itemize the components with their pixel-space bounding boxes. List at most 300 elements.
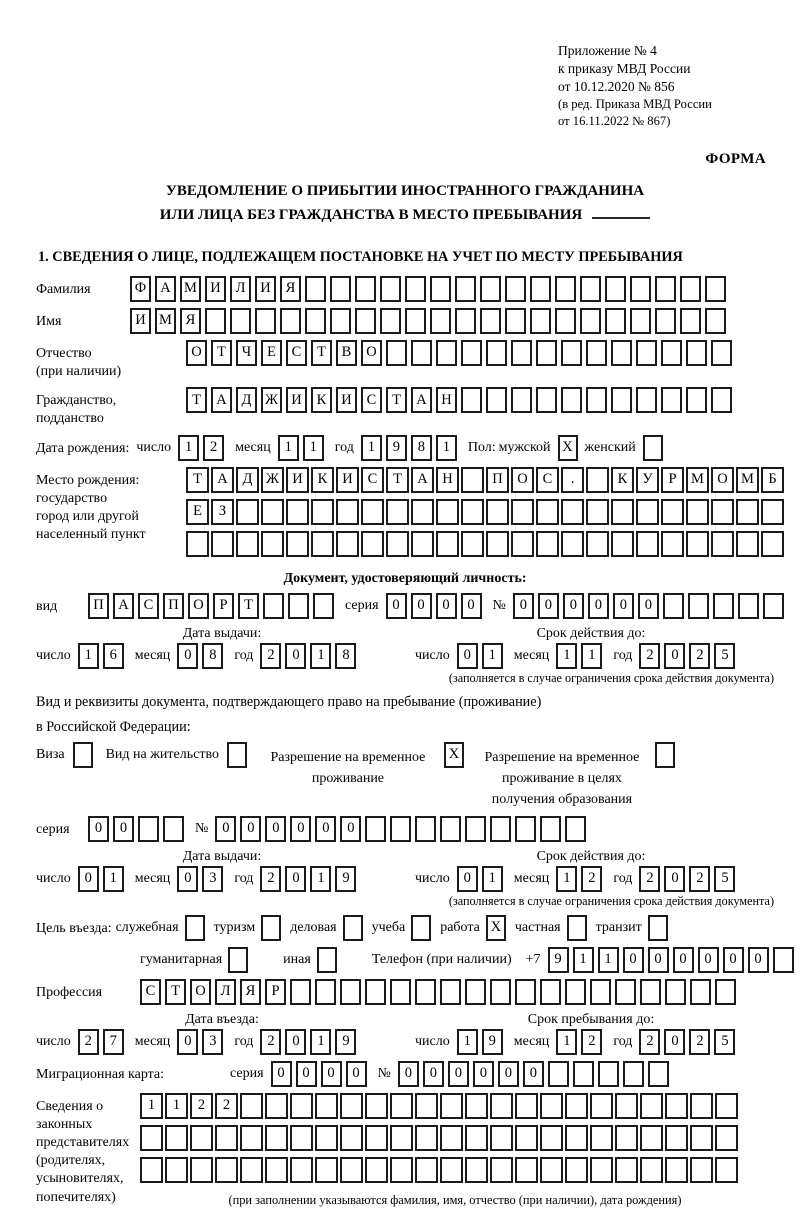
char-cell[interactable]: М <box>155 308 176 334</box>
char-cell[interactable]: 0 <box>473 1061 494 1087</box>
char-cell[interactable] <box>315 1093 338 1119</box>
char-cell[interactable]: 1 <box>303 435 324 461</box>
char-cell[interactable] <box>536 531 559 557</box>
char-cell[interactable] <box>380 276 401 302</box>
char-cell[interactable]: 5 <box>714 643 735 669</box>
char-cell[interactable]: О <box>188 593 209 619</box>
char-cell[interactable]: 2 <box>689 1029 710 1055</box>
char-cell[interactable]: 0 <box>290 816 311 842</box>
char-cell[interactable]: 9 <box>335 866 356 892</box>
char-cell[interactable]: 2 <box>260 643 281 669</box>
char-cell[interactable] <box>415 1125 438 1151</box>
char-cell[interactable] <box>140 1157 163 1183</box>
char-cell[interactable] <box>138 816 159 842</box>
char-cell[interactable] <box>590 1157 613 1183</box>
purpose-tourism-checkbox[interactable] <box>261 915 281 941</box>
char-cell[interactable]: 0 <box>177 643 198 669</box>
char-cell[interactable]: Р <box>213 593 234 619</box>
char-cell[interactable]: 0 <box>177 1029 198 1055</box>
char-cell[interactable] <box>555 276 576 302</box>
char-cell[interactable]: 3 <box>202 1029 223 1055</box>
char-cell[interactable]: Л <box>215 979 236 1005</box>
char-cell[interactable] <box>665 1093 688 1119</box>
char-cell[interactable] <box>586 340 607 366</box>
char-cell[interactable]: Т <box>211 340 232 366</box>
char-cell[interactable]: 1 <box>573 947 594 973</box>
char-cell[interactable] <box>340 1093 363 1119</box>
char-cell[interactable]: К <box>611 467 634 493</box>
char-cell[interactable]: . <box>561 467 584 493</box>
char-cell[interactable] <box>311 531 334 557</box>
char-cell[interactable] <box>305 308 326 334</box>
char-cell[interactable]: 1 <box>598 947 619 973</box>
char-cell[interactable] <box>330 308 351 334</box>
char-cell[interactable] <box>436 499 459 525</box>
char-cell[interactable]: 1 <box>556 1029 577 1055</box>
char-cell[interactable] <box>661 387 682 413</box>
char-cell[interactable] <box>711 387 732 413</box>
char-cell[interactable]: О <box>511 467 534 493</box>
char-cell[interactable]: О <box>190 979 211 1005</box>
char-cell[interactable] <box>461 467 484 493</box>
char-cell[interactable] <box>565 1157 588 1183</box>
char-cell[interactable]: С <box>138 593 159 619</box>
char-cell[interactable] <box>561 387 582 413</box>
char-cell[interactable] <box>515 816 536 842</box>
temp-residence-checkbox[interactable]: X <box>444 742 464 768</box>
char-cell[interactable] <box>505 308 526 334</box>
char-cell[interactable] <box>265 1157 288 1183</box>
char-cell[interactable]: 8 <box>335 643 356 669</box>
char-cell[interactable]: И <box>336 387 357 413</box>
char-cell[interactable]: 2 <box>190 1093 213 1119</box>
char-cell[interactable]: С <box>536 467 559 493</box>
char-cell[interactable] <box>386 499 409 525</box>
char-cell[interactable]: 0 <box>78 866 99 892</box>
char-cell[interactable]: 5 <box>714 866 735 892</box>
char-cell[interactable] <box>561 340 582 366</box>
char-cell[interactable] <box>540 1157 563 1183</box>
residence-permit-checkbox[interactable] <box>227 742 247 768</box>
char-cell[interactable]: 1 <box>457 1029 478 1055</box>
char-cell[interactable] <box>555 308 576 334</box>
char-cell[interactable] <box>465 1093 488 1119</box>
char-cell[interactable] <box>390 1157 413 1183</box>
char-cell[interactable] <box>430 276 451 302</box>
char-cell[interactable] <box>686 340 707 366</box>
char-cell[interactable] <box>440 979 461 1005</box>
char-cell[interactable] <box>365 1157 388 1183</box>
char-cell[interactable]: 2 <box>689 866 710 892</box>
char-cell[interactable] <box>411 531 434 557</box>
char-cell[interactable]: Е <box>186 499 209 525</box>
char-cell[interactable] <box>261 499 284 525</box>
char-cell[interactable]: 0 <box>664 643 685 669</box>
char-cell[interactable] <box>290 1125 313 1151</box>
char-cell[interactable] <box>711 499 734 525</box>
char-cell[interactable]: 2 <box>639 643 660 669</box>
char-cell[interactable]: 7 <box>103 1029 124 1055</box>
char-cell[interactable]: 2 <box>581 1029 602 1055</box>
char-cell[interactable]: А <box>411 387 432 413</box>
char-cell[interactable] <box>165 1157 188 1183</box>
char-cell[interactable] <box>636 340 657 366</box>
char-cell[interactable] <box>690 1157 713 1183</box>
char-cell[interactable] <box>761 531 784 557</box>
char-cell[interactable] <box>511 387 532 413</box>
char-cell[interactable] <box>236 531 259 557</box>
char-cell[interactable] <box>440 1093 463 1119</box>
char-cell[interactable] <box>230 308 251 334</box>
char-cell[interactable]: 0 <box>613 593 634 619</box>
char-cell[interactable] <box>761 499 784 525</box>
char-cell[interactable] <box>386 340 407 366</box>
char-cell[interactable]: Т <box>186 467 209 493</box>
char-cell[interactable] <box>688 593 709 619</box>
char-cell[interactable] <box>480 308 501 334</box>
char-cell[interactable] <box>611 531 634 557</box>
char-cell[interactable] <box>436 340 457 366</box>
char-cell[interactable] <box>361 499 384 525</box>
char-cell[interactable] <box>705 276 726 302</box>
char-cell[interactable]: 1 <box>178 435 199 461</box>
char-cell[interactable]: 5 <box>714 1029 735 1055</box>
char-cell[interactable] <box>290 979 311 1005</box>
char-cell[interactable] <box>415 979 436 1005</box>
visa-checkbox[interactable] <box>73 742 93 768</box>
char-cell[interactable] <box>305 276 326 302</box>
char-cell[interactable] <box>280 308 301 334</box>
char-cell[interactable]: Т <box>165 979 186 1005</box>
char-cell[interactable]: Е <box>261 340 282 366</box>
char-cell[interactable] <box>511 340 532 366</box>
char-cell[interactable] <box>486 387 507 413</box>
char-cell[interactable]: С <box>140 979 161 1005</box>
char-cell[interactable]: К <box>311 467 334 493</box>
char-cell[interactable] <box>686 499 709 525</box>
char-cell[interactable]: 0 <box>648 947 669 973</box>
char-cell[interactable] <box>236 499 259 525</box>
char-cell[interactable] <box>286 499 309 525</box>
char-cell[interactable] <box>186 531 209 557</box>
char-cell[interactable]: 9 <box>386 435 407 461</box>
char-cell[interactable] <box>773 947 794 973</box>
char-cell[interactable]: 0 <box>423 1061 444 1087</box>
char-cell[interactable]: 0 <box>386 593 407 619</box>
char-cell[interactable]: З <box>211 499 234 525</box>
char-cell[interactable] <box>640 1093 663 1119</box>
char-cell[interactable]: 9 <box>335 1029 356 1055</box>
char-cell[interactable] <box>586 531 609 557</box>
char-cell[interactable] <box>465 1157 488 1183</box>
char-cell[interactable] <box>165 1125 188 1151</box>
char-cell[interactable] <box>455 276 476 302</box>
char-cell[interactable] <box>390 816 411 842</box>
char-cell[interactable] <box>461 387 482 413</box>
char-cell[interactable] <box>711 340 732 366</box>
char-cell[interactable] <box>405 308 426 334</box>
char-cell[interactable] <box>536 499 559 525</box>
char-cell[interactable] <box>611 387 632 413</box>
purpose-work-checkbox[interactable]: X <box>486 915 506 941</box>
char-cell[interactable] <box>486 531 509 557</box>
purpose-private-checkbox[interactable] <box>567 915 587 941</box>
char-cell[interactable] <box>636 387 657 413</box>
char-cell[interactable]: 0 <box>411 593 432 619</box>
char-cell[interactable]: Я <box>280 276 301 302</box>
char-cell[interactable] <box>640 979 661 1005</box>
char-cell[interactable]: 2 <box>260 866 281 892</box>
char-cell[interactable] <box>290 1093 313 1119</box>
char-cell[interactable] <box>365 816 386 842</box>
char-cell[interactable] <box>205 308 226 334</box>
char-cell[interactable] <box>511 531 534 557</box>
char-cell[interactable] <box>705 308 726 334</box>
char-cell[interactable]: 0 <box>285 643 306 669</box>
char-cell[interactable]: И <box>255 276 276 302</box>
char-cell[interactable] <box>340 1125 363 1151</box>
char-cell[interactable] <box>561 499 584 525</box>
char-cell[interactable] <box>736 531 759 557</box>
char-cell[interactable] <box>590 1093 613 1119</box>
char-cell[interactable] <box>361 531 384 557</box>
char-cell[interactable]: 0 <box>673 947 694 973</box>
char-cell[interactable] <box>636 499 659 525</box>
char-cell[interactable]: 1 <box>482 643 503 669</box>
char-cell[interactable]: 0 <box>285 866 306 892</box>
char-cell[interactable] <box>313 593 334 619</box>
char-cell[interactable] <box>515 979 536 1005</box>
char-cell[interactable]: 0 <box>698 947 719 973</box>
char-cell[interactable] <box>315 979 336 1005</box>
char-cell[interactable]: 0 <box>88 816 109 842</box>
char-cell[interactable] <box>240 1157 263 1183</box>
char-cell[interactable] <box>411 499 434 525</box>
char-cell[interactable]: А <box>211 387 232 413</box>
char-cell[interactable]: 0 <box>240 816 261 842</box>
char-cell[interactable] <box>763 593 784 619</box>
char-cell[interactable]: 8 <box>202 643 223 669</box>
char-cell[interactable]: Ч <box>236 340 257 366</box>
char-cell[interactable]: 1 <box>103 866 124 892</box>
char-cell[interactable] <box>215 1157 238 1183</box>
char-cell[interactable] <box>415 1093 438 1119</box>
char-cell[interactable]: 0 <box>398 1061 419 1087</box>
char-cell[interactable]: Д <box>236 387 257 413</box>
char-cell[interactable]: 0 <box>664 1029 685 1055</box>
char-cell[interactable] <box>336 499 359 525</box>
char-cell[interactable] <box>680 308 701 334</box>
char-cell[interactable] <box>648 1061 669 1087</box>
char-cell[interactable] <box>330 276 351 302</box>
char-cell[interactable]: Я <box>240 979 261 1005</box>
char-cell[interactable] <box>490 979 511 1005</box>
char-cell[interactable] <box>715 1093 738 1119</box>
char-cell[interactable]: Ж <box>261 387 282 413</box>
char-cell[interactable] <box>461 340 482 366</box>
char-cell[interactable]: 0 <box>296 1061 317 1087</box>
char-cell[interactable] <box>690 979 711 1005</box>
char-cell[interactable] <box>615 1157 638 1183</box>
char-cell[interactable] <box>365 979 386 1005</box>
char-cell[interactable] <box>711 531 734 557</box>
char-cell[interactable] <box>615 979 636 1005</box>
char-cell[interactable] <box>515 1125 538 1151</box>
char-cell[interactable]: 2 <box>689 643 710 669</box>
char-cell[interactable] <box>615 1093 638 1119</box>
char-cell[interactable]: 0 <box>723 947 744 973</box>
char-cell[interactable] <box>290 1157 313 1183</box>
char-cell[interactable]: И <box>286 387 307 413</box>
char-cell[interactable]: 0 <box>436 593 457 619</box>
char-cell[interactable]: О <box>186 340 207 366</box>
char-cell[interactable]: 0 <box>271 1061 292 1087</box>
char-cell[interactable] <box>686 387 707 413</box>
char-cell[interactable] <box>690 1093 713 1119</box>
char-cell[interactable] <box>715 1157 738 1183</box>
char-cell[interactable] <box>536 387 557 413</box>
char-cell[interactable]: Я <box>180 308 201 334</box>
char-cell[interactable] <box>565 816 586 842</box>
char-cell[interactable]: 1 <box>361 435 382 461</box>
char-cell[interactable] <box>713 593 734 619</box>
char-cell[interactable] <box>415 1157 438 1183</box>
char-cell[interactable]: Т <box>238 593 259 619</box>
char-cell[interactable] <box>590 979 611 1005</box>
char-cell[interactable] <box>455 308 476 334</box>
char-cell[interactable] <box>640 1125 663 1151</box>
char-cell[interactable]: 1 <box>140 1093 163 1119</box>
char-cell[interactable] <box>240 1125 263 1151</box>
char-cell[interactable] <box>690 1125 713 1151</box>
char-cell[interactable]: 0 <box>457 866 478 892</box>
char-cell[interactable] <box>611 499 634 525</box>
purpose-business-checkbox[interactable] <box>343 915 363 941</box>
char-cell[interactable]: С <box>286 340 307 366</box>
char-cell[interactable] <box>561 531 584 557</box>
char-cell[interactable] <box>261 531 284 557</box>
char-cell[interactable] <box>465 816 486 842</box>
char-cell[interactable]: П <box>88 593 109 619</box>
char-cell[interactable]: 9 <box>482 1029 503 1055</box>
char-cell[interactable] <box>411 340 432 366</box>
char-cell[interactable]: 0 <box>215 816 236 842</box>
temp-residence-education-checkbox[interactable] <box>655 742 675 768</box>
char-cell[interactable] <box>665 1125 688 1151</box>
char-cell[interactable] <box>540 816 561 842</box>
char-cell[interactable] <box>630 308 651 334</box>
char-cell[interactable]: 0 <box>461 593 482 619</box>
char-cell[interactable] <box>615 1125 638 1151</box>
char-cell[interactable]: Ж <box>261 467 284 493</box>
char-cell[interactable] <box>565 979 586 1005</box>
char-cell[interactable] <box>655 276 676 302</box>
char-cell[interactable] <box>715 1125 738 1151</box>
char-cell[interactable]: В <box>336 340 357 366</box>
char-cell[interactable]: М <box>736 467 759 493</box>
char-cell[interactable]: Т <box>186 387 207 413</box>
char-cell[interactable]: А <box>113 593 134 619</box>
char-cell[interactable] <box>661 499 684 525</box>
char-cell[interactable]: 0 <box>321 1061 342 1087</box>
char-cell[interactable]: 1 <box>278 435 299 461</box>
char-cell[interactable]: 2 <box>260 1029 281 1055</box>
char-cell[interactable]: У <box>636 467 659 493</box>
char-cell[interactable]: Д <box>236 467 259 493</box>
char-cell[interactable]: 0 <box>285 1029 306 1055</box>
char-cell[interactable] <box>215 1125 238 1151</box>
char-cell[interactable]: С <box>361 387 382 413</box>
char-cell[interactable]: 1 <box>556 866 577 892</box>
char-cell[interactable] <box>240 1093 263 1119</box>
char-cell[interactable]: И <box>336 467 359 493</box>
purpose-humanitarian-checkbox[interactable] <box>228 947 248 973</box>
char-cell[interactable] <box>365 1093 388 1119</box>
char-cell[interactable]: Т <box>311 340 332 366</box>
char-cell[interactable]: 1 <box>78 643 99 669</box>
char-cell[interactable] <box>355 276 376 302</box>
char-cell[interactable]: 9 <box>548 947 569 973</box>
char-cell[interactable] <box>336 531 359 557</box>
char-cell[interactable]: А <box>411 467 434 493</box>
char-cell[interactable] <box>605 308 626 334</box>
char-cell[interactable] <box>315 1157 338 1183</box>
char-cell[interactable]: 0 <box>177 866 198 892</box>
char-cell[interactable]: 1 <box>310 643 331 669</box>
char-cell[interactable] <box>663 593 684 619</box>
char-cell[interactable] <box>505 276 526 302</box>
char-cell[interactable]: 8 <box>411 435 432 461</box>
char-cell[interactable] <box>580 308 601 334</box>
char-cell[interactable]: 2 <box>215 1093 238 1119</box>
char-cell[interactable]: 2 <box>581 866 602 892</box>
char-cell[interactable] <box>655 308 676 334</box>
char-cell[interactable] <box>480 276 501 302</box>
char-cell[interactable]: Р <box>265 979 286 1005</box>
char-cell[interactable]: 1 <box>436 435 457 461</box>
char-cell[interactable] <box>661 340 682 366</box>
purpose-official-checkbox[interactable] <box>185 915 205 941</box>
sex-male-checkbox[interactable]: X <box>558 435 578 461</box>
char-cell[interactable]: И <box>286 467 309 493</box>
char-cell[interactable]: 6 <box>103 643 124 669</box>
purpose-study-checkbox[interactable] <box>411 915 431 941</box>
char-cell[interactable] <box>486 499 509 525</box>
char-cell[interactable] <box>315 1125 338 1151</box>
char-cell[interactable]: 0 <box>346 1061 367 1087</box>
char-cell[interactable]: 1 <box>556 643 577 669</box>
sex-female-checkbox[interactable] <box>643 435 663 461</box>
char-cell[interactable]: И <box>205 276 226 302</box>
char-cell[interactable] <box>515 1093 538 1119</box>
char-cell[interactable]: 0 <box>523 1061 544 1087</box>
char-cell[interactable] <box>440 816 461 842</box>
char-cell[interactable] <box>586 467 609 493</box>
purpose-other-checkbox[interactable] <box>317 947 337 973</box>
char-cell[interactable] <box>540 1093 563 1119</box>
char-cell[interactable]: А <box>155 276 176 302</box>
char-cell[interactable] <box>311 499 334 525</box>
char-cell[interactable] <box>440 1157 463 1183</box>
char-cell[interactable] <box>415 816 436 842</box>
char-cell[interactable] <box>465 979 486 1005</box>
char-cell[interactable] <box>436 531 459 557</box>
char-cell[interactable] <box>548 1061 569 1087</box>
char-cell[interactable]: П <box>486 467 509 493</box>
char-cell[interactable]: Л <box>230 276 251 302</box>
char-cell[interactable]: О <box>711 467 734 493</box>
char-cell[interactable] <box>263 593 284 619</box>
